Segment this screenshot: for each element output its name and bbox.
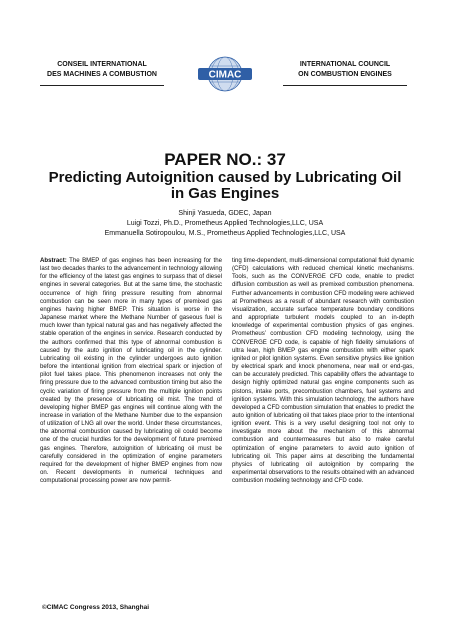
cimac-logo bbox=[194, 56, 256, 96]
abstract-column-right bbox=[232, 257, 414, 485]
header-right-line1: INTERNATIONAL COUNCIL bbox=[299, 61, 391, 68]
abstract-text-left: The BMEP of gas engines has been increasing for the last two decades thanks to the advancement in technology allowing for the efficiency of the latest gas engines to surpass that of diesel engines in several categories. But at the same time, the stochastic occurrence of high firing pressure resulting from abnormal combustion can be seen more in many types of premixed gas engines having higher BMEP. This situation is worse in the Japanese market where the Methane Number of gaseous fuel is much lower than typical natural gas and has negatively affected the stable operation of the engines in service. Research conducted by the authors confirmed that this type of abnormal combustion is caused by the auto ignition of lubricating oil in the cylinder. Lubricating oil existing in the cylinder undergoes auto ignition before the intentional ignition from electrical spark or injection of pilot fuel takes place. This phenomenon increases not only the firing pressure due to the advanced combustion timing but also the cyclic variation of firing pressure from the multiple ignition points created by the presence of lubricating oil mist. The trend of developing higher BMEP gas engines will continue along with the increase in variation of the Methane Number due to the expansion of utilization of LNG all over the world. Under these circumstances, the abnormal combustion caused by lubricating oil could become one of the crucial hurdles for the development of future premixed gas engines. Therefore, autoignition of lubricating oil must be carefully considered in the optimization of engine parameters required for the development of higher BMEP engines from now on. Recent developments in numerical techniques and computational processing power are now permit- bbox=[40, 257, 222, 485]
abstract-label: Abstract: bbox=[40, 257, 67, 264]
header-left-rule bbox=[40, 85, 164, 86]
header-right-line2: ON COMBUSTION ENGINES bbox=[298, 71, 392, 78]
abstract-text-right: ting time-dependent, multi-dimensional computational fluid dynamic (CFD) calculations with reduced chemical kinetic mechanisms. Tools, such as the CONVERGE CFD code, enable to predict diffusion combustion as well as premixed combustion phenomena. Further advancements in combustion CFD modeling were achieved at Prometheus as a result of abundant research with combustion visualization, accurate surface temperature boundary conditions and appropriate turbulent models coupled to an in-depth knowledge of experimental combustion physics of gas engines. Prometheus’ combustion CFD modeling technology, using the CONVERGE CFD code, is capable of high fidelity simulations of ultra lean, high BMEP gas engine combustion with either spark ignited or pilot ignition systems. Even sensitive physics like ignition by electrical spark and knock phenomena, near wall or end-gas, can be accurately predicted. This capability offers the advantage to design highly optimized natural gas engine components such as pistons, intake ports, precombustion chambers, fuel systems and ignition systems. With this simulation technology, the authors have developed a CFD combustion simulation that enables to predict the auto ignition of lubricating oil that takes place prior to the intentional ignition event. This is a very useful designing tool not only to investigate more about the mechanism of this abnormal combustion and countermeasures but also to make careful optimization of engine parameters to avoid auto ignition of lubricating oil. This paper aims at describing the fundamental physics of lubricating oil autoignition by comparing the experimental observations to the results obtained with an advanced combustion modeling technology and CFD code. bbox=[232, 257, 414, 485]
author-list bbox=[40, 209, 410, 239]
header-left-line2: DES MACHINES A COMBUSTION bbox=[47, 71, 157, 78]
header-right-rule bbox=[283, 85, 407, 86]
paper-number: PAPER NO.: 37 bbox=[164, 150, 286, 169]
header-right-council-en bbox=[283, 60, 407, 80]
author-line: Shinji Yasueda, GDEC, Japan bbox=[178, 210, 272, 217]
abstract-column-left bbox=[40, 257, 222, 485]
header-left-line1: CONSEIL INTERNATIONAL bbox=[57, 61, 147, 68]
paper-title: Predicting Autoignition caused by Lubricating Oil in Gas Engines bbox=[48, 169, 402, 202]
author-line: Emmanuella Sotiropoulou, M.S., Prometheus Applied Technologies,LLC, USA bbox=[104, 230, 346, 237]
footer-copyright: ©CIMAC Congress 2013, Shanghai bbox=[42, 604, 150, 611]
logo-text: CIMAC bbox=[208, 69, 242, 81]
author-line: Luigi Tozzi, Ph.D., Prometheus Applied Technologies,LLC, USA bbox=[126, 220, 324, 227]
header-left-council-fr bbox=[40, 60, 164, 80]
